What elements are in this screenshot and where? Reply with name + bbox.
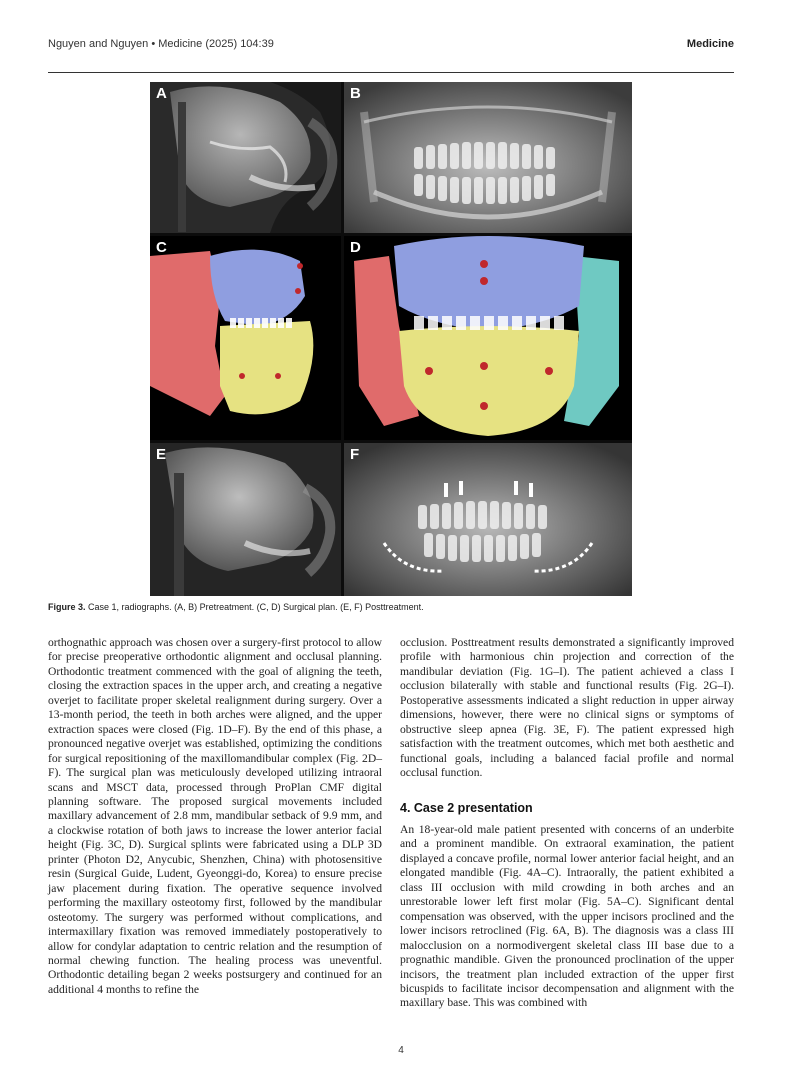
panoramic-post-image [344,443,632,596]
panel-label-a: A [156,85,167,102]
panel-c-surgical-plan [150,236,341,440]
header-rule [48,72,734,73]
panel-e-cephalogram-post [150,443,341,596]
panel-label-b: B [350,85,361,102]
right-column-paragraph-2: An 18-year-old male patient presented with concerns of an underbite and a prominent mandible. On extraoral examination, the patient displayed a concave profile, normal lower anterior facial height, and an elongated mandible (Fig. 4A–C). Intraorally, the patient exhibited a class III occlusion with mild crowding in both arches and an unrestorable lower left first molar (Fig. 5A–C). Significant dental compensation was observed, with the upper incisors proclined and the lower incisors retroclined (Fig. 6A, B). The diagnosis was a class III malocclusion on a normodivergent skeletal class III base due to a prognathic mandible. Given the pronounced proclination of the upper incisors, the treatment plan included extraction of the upper first bicuspids to facilitate incisor decompensation and alignment with the maxillary base. This was combined with [400,822,734,1010]
figure-3 [150,82,632,596]
panoramic-image [344,82,632,233]
running-header [48,38,734,56]
caption-text: Case 1, radiographs. (A, B) Pretreatment. (C, D) Surgical plan. (E, F) Posttreatment. [85,602,424,612]
header-journal: Medicine [686,38,734,50]
panel-label-c: C [156,239,167,256]
left-column [48,636,382,997]
section-heading-case-2: 4. Case 2 presentation [400,800,533,815]
figure-caption [48,602,738,612]
surgical-plan-lateral-image [150,236,341,440]
panel-label-d: D [350,239,361,256]
panel-d-surgical-plan [344,236,632,440]
panel-b-panoramic [344,82,632,233]
panel-a-cephalogram [150,82,341,233]
cephalogram-post-image [150,443,341,596]
page-number: 4 [398,1045,404,1056]
surgical-plan-frontal-image [344,236,632,440]
panel-f-panoramic-post [344,443,632,596]
caption-label: Figure 3. [48,602,86,612]
panel-label-e: E [156,446,167,463]
left-column-paragraph: orthognathic approach was chosen over a surgery-first protocol to allow for precise preoperative orthodontic alignment and occlusal planning. Orthodontic treatment commenced with the goal of aligning the teeth, closing the extraction spaces in the upper arch, and creating a negative overjet to facilitate proper skeletal realignment during surgery. Over a 13-month period, the teeth in both arches were aligned, and the upper extraction spaces were closed (Fig. 1D–F). By the end of this phase, a pronounced negative overjet was established, optimizing the conditions for surgical repositioning of the maxillomandibular complex (Fig. 2D–F). The surgical plan was meticulously developed utilizing intraoral scans and MSCT data, processed through ProPlan CMF digital planning software. The proposed surgical movements included maxillary advancement of 2.8 mm, mandibular setback of 9.9 mm, and a clockwise rotation of both jaws to increase the lower anterior facial height (Fig. 3C, D). Surgical splints were fabricated using a DLP 3D printer (Photon D2, Anycubic, Shenzhen, China) with photosensitive resin (Surgical Guide, Ludent, Gyeonggi-do, Korea) to ensure precise jaw placement during fixation. The operative sequence involved performing the maxillary osteotomy first, followed by the mandibular osteotomy. The surgery was performed without complications, and intermaxillary fixation was removed immediately postoperatively to allow for condylar adaptation to centric relation and the resumption of normal chewing function. The healing process was uneventful. Orthodontic detailing began 2 weeks postsurgery and continued for an additional 4 months to refine the [48,636,382,996]
right-column-paragraph-1: occlusion. Posttreatment results demonstrated a significantly improved profile with harmonious chin projection and correction of the mandibular deviation (Fig. 1G–I). The patient achieved a class I occlusion bilaterally with stable and functional results (Fig. 2G–I). Postoperative assessments indicated a slight reduction in upper airway dimensions, however, there were no clinical signs or symptoms of obstructive sleep apnea (Fig. 3E, F). The patient expressed high satisfaction with the treatment outcomes, which met both aesthetic and functional goals, including a balanced facial profile and normal occlusal function. [400,636,734,780]
right-column [400,636,734,1011]
cephalogram-image [150,82,341,233]
panel-label-f: F [350,446,360,463]
header-citation: Nguyen and Nguyen • Medicine (2025) 104:39 [48,38,274,50]
